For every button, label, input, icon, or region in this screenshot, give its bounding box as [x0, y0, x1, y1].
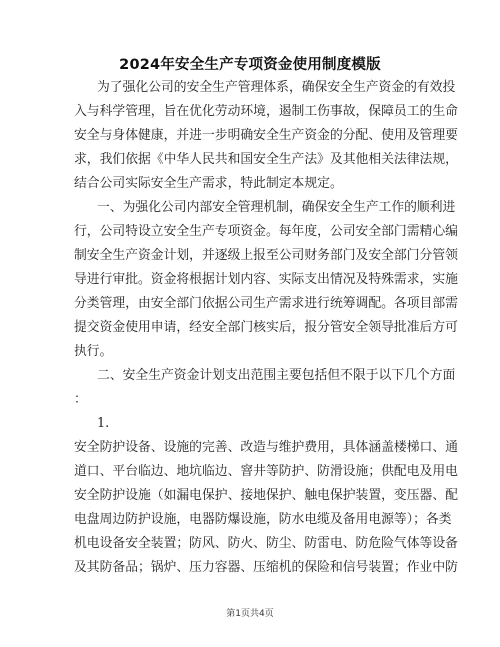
paragraph-line: 安全防护设备、设施的完善、改造与维护费用，具体涵盖楼梯口、通 — [74, 440, 458, 455]
paragraph-line: 执行。 — [74, 344, 113, 359]
document-title: 2024年安全生产专项资金使用制度模版 — [119, 57, 381, 73]
page-footer: 第1页共4页 — [226, 609, 274, 619]
paragraph-line: 导进行审批。资金将根据计划内容、实际支出情况及特殊需求，实施 — [74, 272, 458, 287]
paragraph-line: ： — [74, 392, 87, 407]
paragraph-line: 求，我们依据《中华人民共和国安全生产法》及其他相关法律法规， — [74, 152, 458, 167]
paragraph-line: 提交资金使用申请，经安全部门核实后，报分管安全领导批准后方可 — [74, 320, 458, 335]
paragraph-line: 安全与身体健康，并进一步明确安全生产资金的分配、使用及管理要 — [74, 128, 458, 143]
list-number: 1. — [97, 416, 110, 431]
paragraph-line: 分类管理，由安全部门依据公司生产需求进行统筹调配。各项目部需 — [74, 296, 458, 311]
paragraph-line: 为了强化公司的安全生产管理体系，确保安全生产资金的有效投 — [97, 80, 456, 95]
paragraph-line: 入与科学管理，旨在优化劳动环境，遏制工伤事故，保障员工的生命 — [74, 104, 458, 119]
paragraph-line: 结合公司实际安全生产需求，特此制定本规定。 — [74, 176, 343, 191]
paragraph-line: 安全防护设施（如漏电保护、接地保护、触电保护装置，变压器、配 — [74, 488, 458, 503]
paragraph-line: 一、为强化公司内部安全管理机制，确保安全生产工作的顺利进 — [97, 200, 456, 215]
paragraph-line: 及其防备品；锅炉、压力容器、压缩机的保险和信号装置；作业中防 — [74, 560, 458, 575]
paragraph-line: 道口、平台临边、地坑临边、窨井等防护、防滑设施；供配电及用电 — [74, 464, 458, 479]
paragraph-line: 电盘周边防护设施，电器防爆设施，防水电缆及备用电源等）；各类 — [74, 512, 452, 527]
paragraph-line: 机电设备安全装置；防风、防火、防尘、防雷电、防危险气体等设备 — [74, 536, 458, 551]
paragraph-line: 制安全生产资金计划，并逐级上报至公司财务部门及安全部门分管领 — [74, 248, 458, 263]
paragraph-line: 二、安全生产资金计划支出范围主要包括但不限于以下几个方面 — [97, 368, 456, 383]
paragraph-line: 行，公司特设立安全生产专项资金。每年度，公司安全部门需精心编 — [74, 224, 458, 239]
